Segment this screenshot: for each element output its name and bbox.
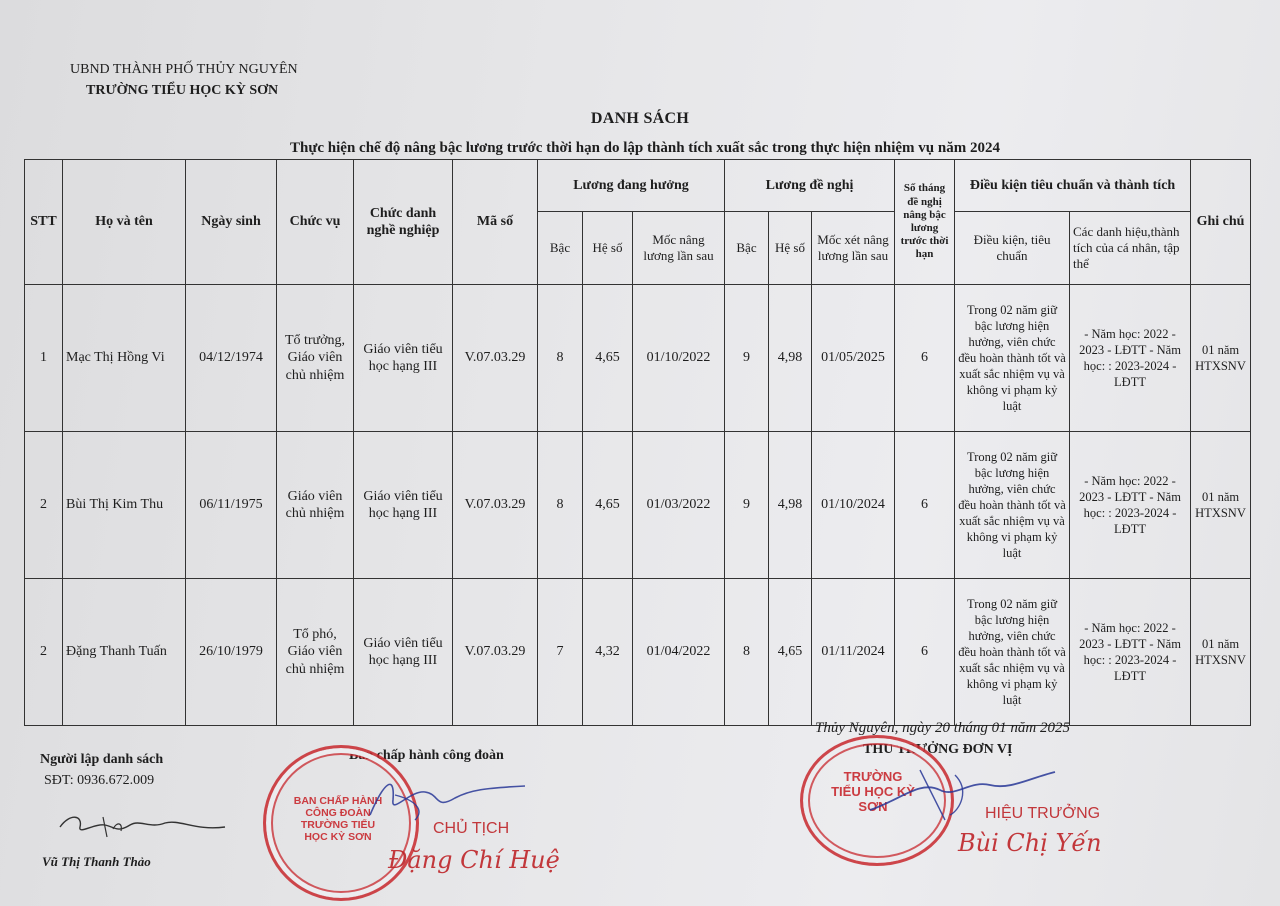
- cell-code: V.07.03.29: [453, 579, 538, 726]
- table-row: [25, 579, 1251, 726]
- cell-months: 6: [895, 285, 955, 432]
- col-proposed-next: Mốc xét nâng lương lần sau: [812, 212, 895, 285]
- cell-name: Mạc Thị Hồng Vi: [63, 285, 186, 432]
- union-role: CHỦ TỊCH: [433, 820, 510, 837]
- cell-cur-rank: 8: [538, 432, 583, 579]
- cell-code: V.07.03.29: [453, 285, 538, 432]
- cell-cur-coef: 4,65: [583, 285, 633, 432]
- head-role: HIỆU TRƯỞNG: [985, 805, 1101, 822]
- preparer-signature: [55, 805, 230, 845]
- col-criteria-titles: Các danh hiệu,thành tích của cá nhân, tập thể: [1070, 212, 1191, 285]
- union-chair-name: Đặng Chí Huệ: [388, 846, 560, 874]
- document-subtitle: Thực hiện chế độ nâng bậc lương trước thời hạn do lập thành tích xuất sắc trong thực hiện nhiệm vụ năm 2024: [290, 140, 1000, 156]
- cell-position: Tổ phó, Giáo viên chủ nhiệm: [277, 579, 354, 726]
- col-current-rank: Bậc: [538, 212, 583, 285]
- cell-new-next: 01/05/2025: [812, 285, 895, 432]
- col-position: Chức vụ: [277, 160, 354, 285]
- table-row: [25, 432, 1251, 579]
- cell-stt: 2: [25, 579, 63, 726]
- col-months: Số tháng đề nghị nâng bậc lương trước thời hạn: [895, 160, 955, 285]
- col-name: Họ và tên: [63, 160, 186, 285]
- cell-dob: 26/10/1979: [186, 579, 277, 726]
- cell-dob: 04/12/1974: [186, 285, 277, 432]
- cell-position: Tổ trưởng, Giáo viên chủ nhiệm: [277, 285, 354, 432]
- cell-note: 01 năm HTXSNV: [1191, 285, 1251, 432]
- cell-new-coef: 4,98: [769, 432, 812, 579]
- cell-cur-next: 01/04/2022: [633, 579, 725, 726]
- school-stamp-text: TRƯỜNG TIỂU HỌC KỲ SƠN: [831, 769, 915, 814]
- cell-months: 6: [895, 432, 955, 579]
- cell-stt: 1: [25, 285, 63, 432]
- preparer-label: Người lập danh sách: [40, 752, 164, 767]
- col-dob: Ngày sinh: [186, 160, 277, 285]
- cell-title: Giáo viên tiểu học hạng III: [354, 579, 453, 726]
- col-proposed-rank: Bậc: [725, 212, 769, 285]
- preparer-phone: SĐT: 0936.672.009: [44, 773, 155, 788]
- col-current-salary: Lương đang hưởng: [538, 160, 725, 212]
- cell-awards: - Năm học: 2022 - 2023 - LĐTT - Năm học: : 2023-2024 - LĐTT: [1070, 432, 1191, 579]
- col-criteria-condition: Điều kiện, tiêu chuẩn: [955, 212, 1070, 285]
- cell-cur-rank: 7: [538, 579, 583, 726]
- cell-position: Giáo viên chủ nhiệm: [277, 432, 354, 579]
- col-current-next: Mốc nâng lương lần sau: [633, 212, 725, 285]
- head-name: Bùi Chị Yến: [958, 829, 1102, 857]
- head-label: THỦ TRƯỞNG ĐƠN VỊ: [863, 742, 1013, 757]
- cell-note: 01 năm HTXSNV: [1191, 432, 1251, 579]
- col-proposed-salary: Lương đề nghị: [725, 160, 895, 212]
- col-proposed-coef: Hệ số: [769, 212, 812, 285]
- cell-months: 6: [895, 579, 955, 726]
- cell-name: Đặng Thanh Tuấn: [63, 579, 186, 726]
- cell-condition: Trong 02 năm giữ bậc lương hiện hưởng, viên chức đều hoàn thành tốt và xuất sắc nhiệm vụ và không vi phạm kỷ luật: [955, 285, 1070, 432]
- place-date: Thủy Nguyên, ngày 20 tháng 01 năm 2025: [815, 720, 1070, 736]
- cell-cur-rank: 8: [538, 285, 583, 432]
- col-title: Chức danh nghề nghiệp: [354, 160, 453, 285]
- salary-table: [24, 159, 1251, 726]
- col-criteria: Điều kiện tiêu chuẩn và thành tích: [955, 160, 1191, 212]
- cell-cur-next: 01/03/2022: [633, 432, 725, 579]
- cell-new-next: 01/11/2024: [812, 579, 895, 726]
- cell-condition: Trong 02 năm giữ bậc lương hiện hưởng, viên chức đều hoàn thành tốt và xuất sắc nhiệm vụ và không vi phạm kỷ luật: [955, 579, 1070, 726]
- cell-dob: 06/11/1975: [186, 432, 277, 579]
- col-stt: STT: [25, 160, 63, 285]
- cell-note: 01 năm HTXSNV: [1191, 579, 1251, 726]
- cell-awards: - Năm học: 2022 - 2023 - LĐTT - Năm học: : 2023-2024 - LĐTT: [1070, 579, 1191, 726]
- cell-cur-next: 01/10/2022: [633, 285, 725, 432]
- cell-cur-coef: 4,32: [583, 579, 633, 726]
- col-current-coef: Hệ số: [583, 212, 633, 285]
- preparer-name: Vũ Thị Thanh Thảo: [42, 854, 151, 869]
- col-code: Mã số: [453, 160, 538, 285]
- cell-code: V.07.03.29: [453, 432, 538, 579]
- cell-cur-coef: 4,65: [583, 432, 633, 579]
- cell-new-rank: 9: [725, 432, 769, 579]
- cell-condition: Trong 02 năm giữ bậc lương hiện hưởng, viên chức đều hoàn thành tốt và xuất sắc nhiệm vụ và không vi phạm kỷ luật: [955, 432, 1070, 579]
- document-title: DANH SÁCH: [590, 110, 690, 127]
- union-stamp-text: BAN CHẤP HÀNH CÔNG ĐOÀN TRƯỜNG TIỂU HỌC KỲ SƠN: [293, 795, 383, 844]
- cell-new-coef: 4,65: [769, 579, 812, 726]
- cell-new-coef: 4,98: [769, 285, 812, 432]
- cell-awards: - Năm học: 2022 - 2023 - LĐTT - Năm học: : 2023-2024 - LĐTT: [1070, 285, 1191, 432]
- cell-title: Giáo viên tiểu học hạng III: [354, 432, 453, 579]
- col-note: Ghi chú: [1191, 160, 1251, 285]
- table-row: [25, 285, 1251, 432]
- agency-name: UBND THÀNH PHỐ THỦY NGUYÊN: [70, 62, 298, 77]
- cell-title: Giáo viên tiểu học hạng III: [354, 285, 453, 432]
- cell-name: Bùi Thị Kim Thu: [63, 432, 186, 579]
- cell-new-rank: 9: [725, 285, 769, 432]
- cell-new-next: 01/10/2024: [812, 432, 895, 579]
- union-label: Ban chấp hành công đoàn: [349, 748, 504, 763]
- cell-new-rank: 8: [725, 579, 769, 726]
- cell-stt: 2: [25, 432, 63, 579]
- school-name: TRƯỜNG TIỂU HỌC KỲ SƠN: [86, 83, 279, 98]
